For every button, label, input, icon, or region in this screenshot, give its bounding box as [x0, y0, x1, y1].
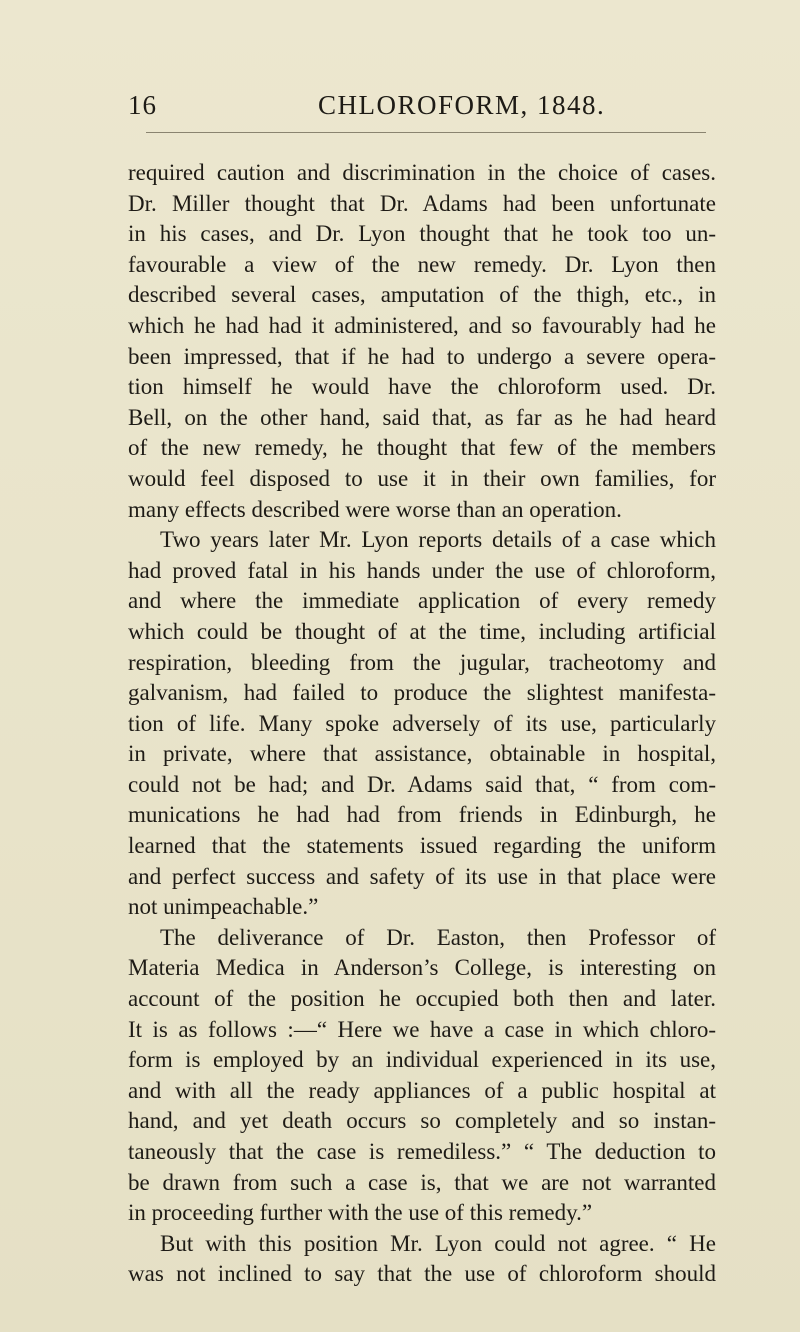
paragraph-start-line: The deliverance of Dr. Easton, then Professor of: [160, 924, 716, 950]
text-line: which he had had it administered, and so favourably had he: [128, 312, 716, 338]
text-line: in private, where that assistance, obtainable in hospital,: [128, 741, 716, 767]
text-line: Materia Medica in Anderson’s College, is interesting on: [128, 955, 716, 981]
running-title: CHLOROFORM, 1848.: [318, 90, 606, 120]
text-line: would feel disposed to use it in their own families, for: [128, 465, 716, 491]
text-line: munications he had had from friends in Edinburgh, he: [128, 802, 716, 828]
text-line: and with all the ready appliances of a public hospital at: [128, 1077, 716, 1103]
text-line: galvanism, had failed to produce the slightest manifesta-: [128, 680, 716, 706]
text-line: taneously that the case is remediless.” “ The deduction to: [128, 1139, 716, 1164]
text-line: form is employed by an individual experienced in its use,: [128, 1047, 716, 1073]
text-line: was not inclined to say that the use of chloroform should: [128, 1261, 716, 1287]
text-line: tion of life. Many spoke adversely of its use, particularly: [128, 710, 716, 736]
text-line: learned that the statements issued regarding the uniform: [128, 833, 716, 859]
text-line: not unimpeachable.”: [128, 894, 319, 920]
page-number: 16: [128, 90, 157, 120]
text-line: hand, and yet death occurs so completely and so instan-: [128, 1108, 716, 1134]
text-line: tion himself he would have the chloroform used. Dr.: [128, 374, 716, 400]
text-line: of the new remedy, he thought that few of the members: [128, 435, 716, 461]
text-line: Bell, on the other hand, said that, as far as he had heard: [128, 404, 716, 430]
paragraph-start-line: Two years later Mr. Lyon reports details of a case which: [160, 527, 716, 553]
text-line: account of the position he occupied both then and later.: [128, 986, 716, 1012]
text-line: be drawn from such a case is, that we are not warranted: [128, 1169, 716, 1195]
text-line: and perfect success and safety of its use in that place were: [128, 863, 716, 889]
text-line: had proved fatal in his hands under the use of chloroform,: [128, 557, 716, 583]
text-line: It is as follows :—“ Here we have a case in which chloro-: [128, 1016, 716, 1042]
text-line: favourable a view of the new remedy. Dr. Lyon then: [128, 251, 716, 277]
text-line: required caution and discrimination in the choice of cases.: [128, 160, 716, 185]
text-line: could not be had; and Dr. Adams said that, “ from com-: [128, 771, 716, 797]
body-text: [128, 158, 716, 1290]
text-line: and where the immediate application of every remedy: [128, 588, 716, 614]
text-line: in his cases, and Dr. Lyon thought that he took too un-: [128, 221, 716, 247]
paragraph-start-line: But with this position Mr. Lyon could not agree. “ He: [160, 1230, 716, 1256]
header-rule: [146, 132, 706, 133]
text-line: described several cases, amputation of the thigh, etc., in: [128, 282, 716, 308]
text-line: many effects described were worse than an operation.: [128, 496, 622, 522]
text-line: respiration, bleeding from the jugular, tracheotomy and: [128, 649, 716, 675]
running-head: [128, 90, 710, 126]
text-line: in proceeding further with the use of this remedy.”: [128, 1200, 593, 1226]
text-line: been impressed, that if he had to undergo a severe opera-: [128, 343, 716, 369]
text-line: Dr. Miller thought that Dr. Adams had been unfortunate: [128, 190, 716, 216]
text-line: which could be thought of at the time, including artificial: [128, 618, 716, 644]
